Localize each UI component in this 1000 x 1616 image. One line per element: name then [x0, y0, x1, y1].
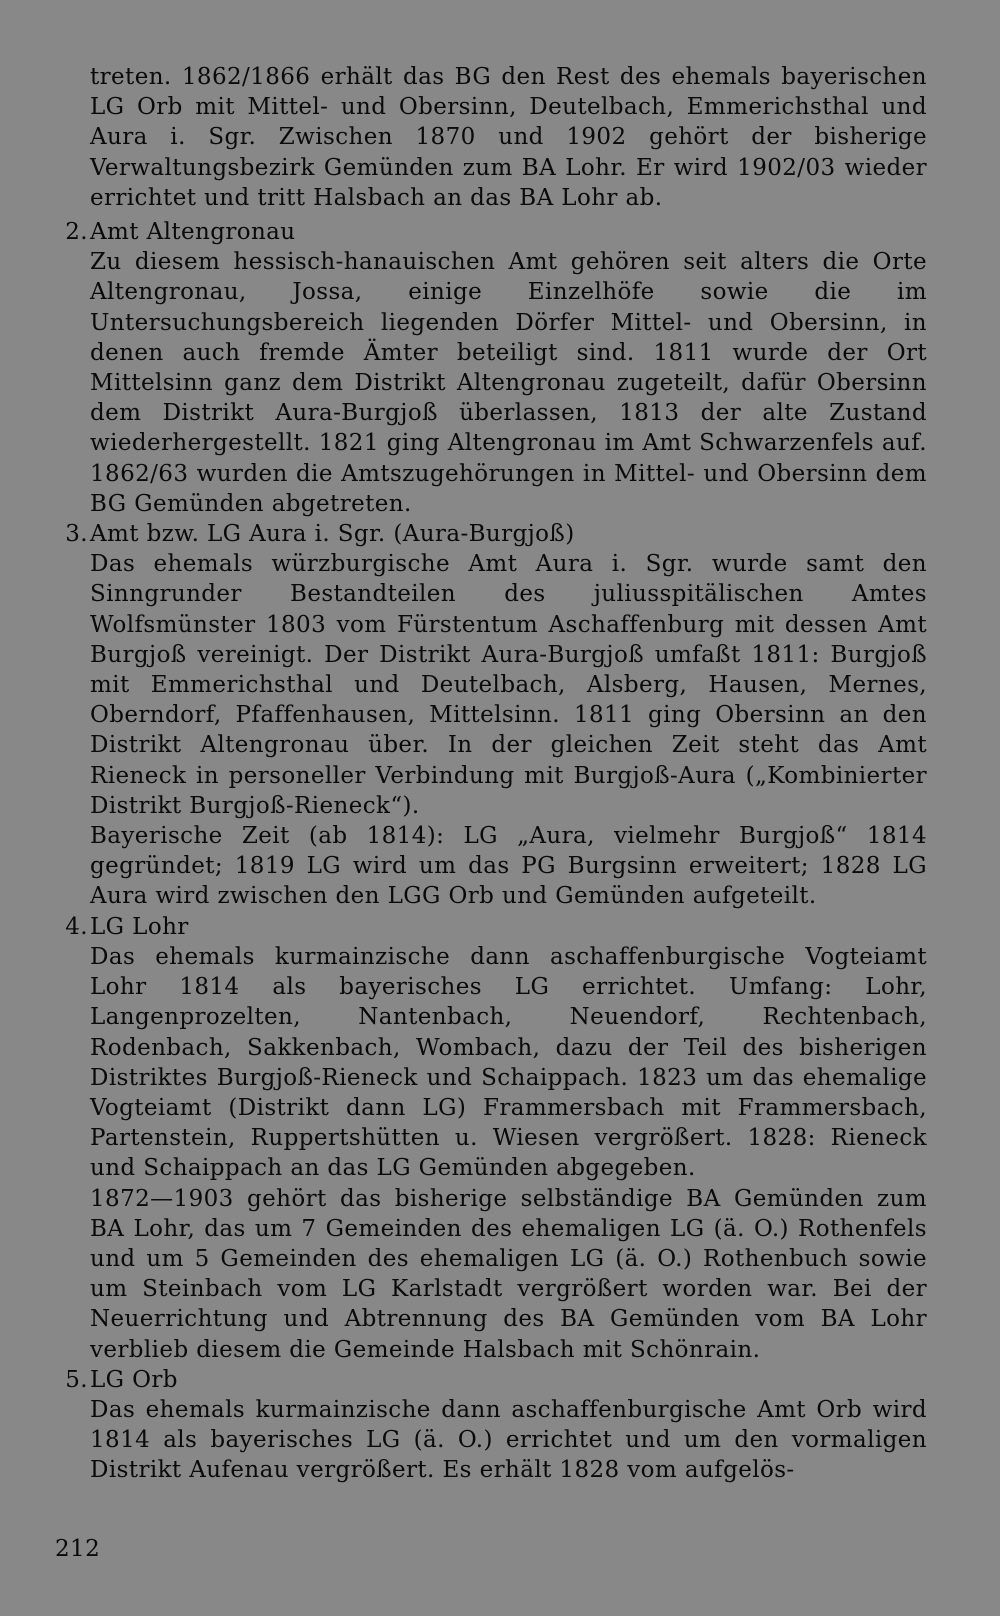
- section-title: Amt bzw. LG Aura i. Sgr. (Aura-Burgjoß): [90, 521, 575, 548]
- section-lg-orb: [65, 1365, 927, 1486]
- section-paragraph: Bayerische Zeit (ab 1814): LG „Aura, vielmehr Burgjoß“ 1814 gegründet; 1819 LG wird um das PG Burgsinn erweitert; 1828 LG Aura wird zwischen den LGG Orb und Gemünden aufgeteilt.: [90, 823, 927, 910]
- section-number: 2.: [65, 219, 88, 246]
- section-lg-aura: [65, 519, 927, 912]
- section-paragraph: Das ehemals würzburgische Amt Aura i. Sgr. wurde samt den Sinngrunder Bestandteilen des juliusspitälischen Amtes Wolfsmünster 1803 vom Fürstentum Aschaffenburg mit dessen Amt Burgjoß vereinigt. Der Distrikt Aura-Burgjoß umfaßt 1811: Burgjoß mit Emmerichsthal und Deutelbach, Alsberg, Hausen, Mernes, Oberndorf, Pfaffenhausen, Mittelsinn. 1811 ging Obersinn an den Distrikt Altengronau über. In der gleichen Zeit steht das Amt Rieneck in personeller Verbindung mit Burgjoß-Aura („Kombinierter Distrikt Burgjoß-Rieneck“).: [90, 551, 927, 819]
- page-number: 212: [55, 1536, 101, 1562]
- section-lg-lohr: [65, 912, 927, 1365]
- body-text: [65, 62, 927, 1486]
- section-amt-altengronau: [65, 217, 927, 519]
- section-paragraph: 1872—1903 gehört das bisherige selbständige BA Gemünden zum BA Lohr, das um 7 Gemeinden des ehemaligen LG (ä. O.) Rothenfels und um 5 Gemeinden des ehemaligen LG (ä. O.) Rothenbuch sowie um Steinbach vom LG Karlstadt vergrößert worden war. Bei der Neuerrichtung und Abtrennung des BA Gemünden vom BA Lohr verblieb diesem die Gemeinde Halsbach mit Schönrain.: [90, 1185, 927, 1363]
- section-number: 4.: [65, 913, 88, 940]
- section-paragraph: Zu diesem hessisch-hanauischen Amt gehören seit alters die Orte Altengronau, Jossa, einige Einzelhöfe sowie die im Untersuchungsbereich liegenden Dörfer Mittel- und Obersinn, in denen auch fremde Ämter beteiligt sind. 1811 wurde der Ort Mittelsinn ganz dem Distrikt Altengronau zugeteilt, dafür Obersinn dem Distrikt Aura-Burgjoß überlassen, 1813 der alte Zustand wiederhergestellt. 1821 ging Altengronau im Amt Schwarzenfels auf. 1862/63 wurden die Amtszugehörungen in Mittel- und Obersinn dem BG Gemünden abgetreten.: [90, 249, 927, 517]
- section-title: LG Orb: [90, 1366, 178, 1393]
- section-paragraph: Das ehemals kurmainzische dann aschaffenburgische Vogteiamt Lohr 1814 als bayerisches LG errichtet. Umfang: Lohr, Langenprozelten, Nantenbach, Neuendorf, Rechtenbach, Rodenbach, Sakkenbach, Wombach, dazu der Teil des bisherigen Distriktes Burgjoß-Rieneck und Schaippach. 1823 um das ehemalige Vogteiamt (Distrikt dann LG) Frammersbach mit Frammersbach, Partenstein, Ruppertshütten u. Wiesen vergrößert. 1828: Rieneck und Schaippach an das LG Gemünden abgegeben.: [90, 943, 927, 1182]
- section-title: Amt Altengronau: [90, 219, 296, 246]
- section-number: 5.: [65, 1366, 88, 1393]
- section-title: LG Lohr: [90, 913, 189, 940]
- section-number: 3.: [65, 521, 88, 548]
- intro-paragraph: treten. 1862/1866 erhält das BG den Rest des ehemals bayerischen LG Orb mit Mittel- und Obersinn, Deutelbach, Emmerichsthal und Aura i. Sgr. Zwischen 1870 und 1902 gehört der bisherige Verwaltungsbezirk Gemünden zum BA Lohr. Er wird 1902/03 wieder errichtet und tritt Halsbach an das BA Lohr ab.: [90, 64, 927, 211]
- section-paragraph: Das ehemals kurmainzische dann aschaffenburgische Amt Orb wird 1814 als bayerisches LG (ä. O.) errichtet und um den vormaligen Distrikt Aufenau vergrößert. Es erhält 1828 vom aufgelös-: [90, 1396, 927, 1484]
